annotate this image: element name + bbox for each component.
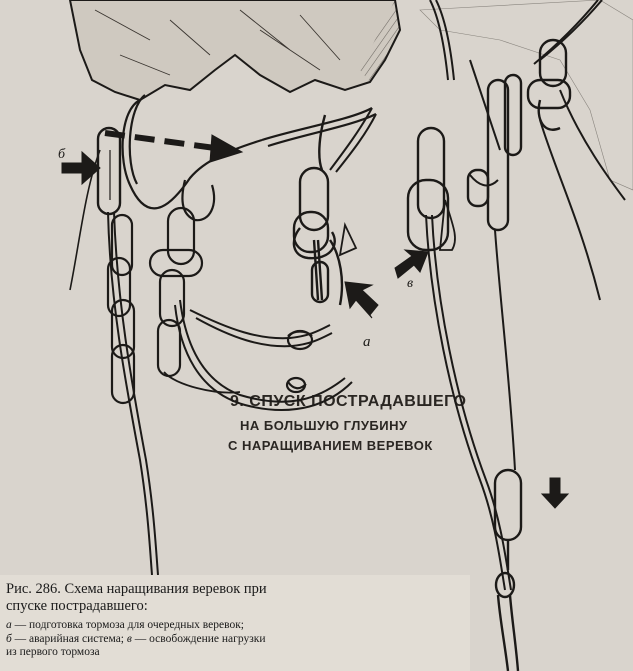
label-v: в <box>407 276 414 291</box>
arrow-a-up <box>345 282 378 318</box>
emergency-rope-b <box>70 150 158 575</box>
left-carabiner <box>98 128 120 214</box>
legend-v-label: в <box>126 632 132 645</box>
label-a: а <box>363 334 371 350</box>
load-release-rope-v <box>426 215 515 590</box>
legend-b-label: б <box>6 632 12 645</box>
rock-outcrop <box>70 0 400 100</box>
section-heading-line-1: 9. СПУСК ПОСТРАДАВШЕГО <box>230 393 467 410</box>
legend-v-text: — освобождение нагрузки <box>131 632 266 645</box>
legend-tail: из первого тормоза <box>6 646 100 658</box>
legend-a-label: а <box>6 619 12 631</box>
caption-title-line-2: спуске пострадавшего: <box>6 598 148 614</box>
arrow-b-dashed <box>105 133 242 162</box>
brake-rope-loop-a <box>175 300 352 410</box>
label-b: б <box>58 147 66 162</box>
arrow-b-solid <box>62 152 100 184</box>
rope-knot-center <box>287 331 312 392</box>
caption-legend <box>6 619 464 660</box>
section-heading-line-2: НА БОЛЬШУЮ ГЛУБИНУ <box>240 418 408 433</box>
right-anchor-chain <box>505 40 570 155</box>
caption-title-line-1: Рис. 286. Схема наращивания веревок при <box>6 581 267 597</box>
legend-b-text: — аварийная система; <box>11 632 127 645</box>
right-brake-assembly <box>408 80 508 250</box>
arrow-down-right <box>542 478 568 508</box>
right-anchor-ropes <box>430 0 625 300</box>
brake-carabiners-center <box>294 115 356 305</box>
right-wall-hatching <box>420 0 633 190</box>
section-heading-line-3: С НАРАЩИВАНИЕМ ВЕРЕВОК <box>228 438 433 453</box>
arrow-v <box>395 250 428 278</box>
anchor-loop-left <box>123 95 376 208</box>
carabiner-chain-center <box>150 180 240 393</box>
figure-caption <box>0 575 470 671</box>
legend-a-text: — подготовка тормоза для очередных веревок; <box>11 619 245 631</box>
